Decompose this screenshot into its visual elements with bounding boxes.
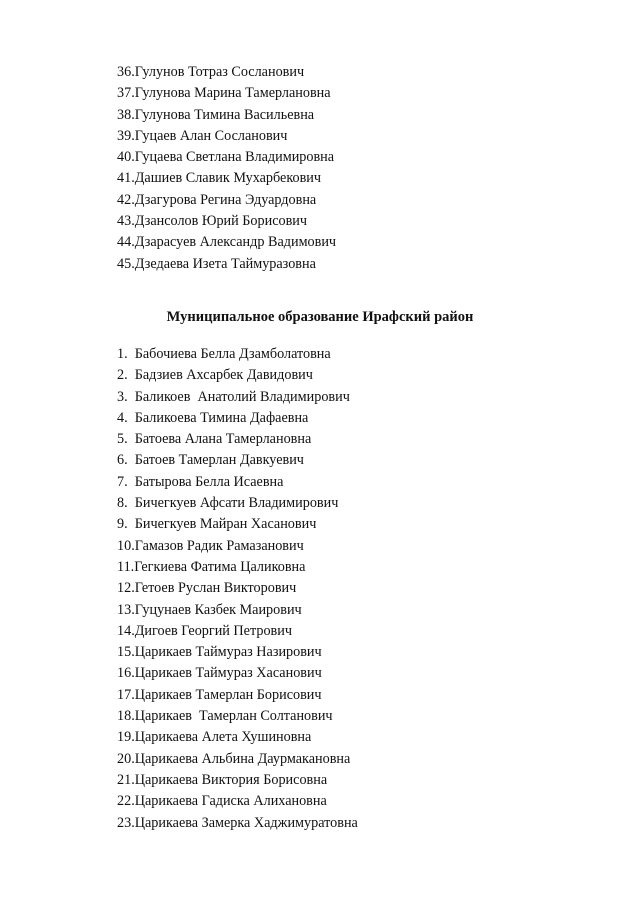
list-item: 1. Бабочиева Белла Дзамболатовна — [117, 346, 331, 362]
list-item: 18.Царикаев Тамерлан Солтанович — [117, 708, 333, 725]
names-list-irafsky-district — [117, 344, 358, 834]
list-item: 11.Гегкиева Фатима Цаликовна — [117, 558, 306, 575]
list-item: 21.Царикаева Виктория Борисовна — [117, 771, 328, 788]
list-item: 23.Царикаева Замерка Хаджимуратовна — [117, 814, 358, 831]
list-item: 44.Дзарасуев Александр Вадимович — [117, 234, 337, 251]
list-item: 13.Гуцунаев Казбек Маирович — [117, 601, 302, 618]
list-item: 2. Бадзиев Ахсарбек Давидович — [117, 367, 313, 384]
section-title: Муниципальное образование Ирафский район — [166, 309, 474, 325]
list-item: 40.Гуцаева Светлана Владимировна — [117, 149, 335, 166]
list-item: 7. Батырова Белла Исаевна — [117, 473, 284, 490]
list-item: 15.Царикаев Таймураз Назирович — [117, 644, 322, 661]
list-item: 16.Царикаев Таймураз Хасанович — [117, 665, 322, 682]
list-item: 42.Дзагурова Регина Эдуардовна — [117, 191, 317, 208]
names-list-continued — [117, 62, 336, 275]
list-item: 8. Бичегкуев Афсати Владимирович — [117, 495, 339, 512]
list-item: 39.Гуцаев Алан Сосланович — [117, 127, 288, 144]
list-item: 19.Царикаева Алета Хушиновна — [117, 729, 312, 746]
list-item: 41.Дашиев Славик Мухарбекович — [117, 170, 322, 187]
list-item: 37.Гулунова Марина Тамерлановна — [117, 85, 331, 102]
list-item: 5. Батоева Алана Тамерлановна — [117, 431, 312, 448]
list-item: 10.Гамазов Радик Рамазанович — [117, 537, 304, 554]
list-item: 3. Баликоев Анатолий Владимирович — [117, 388, 350, 405]
list-item: 14.Дигоев Георгий Петрович — [117, 622, 292, 639]
list-item: 38.Гулунова Тимина Васильевна — [117, 106, 315, 123]
list-item: 17.Царикаев Тамерлан Борисович — [117, 686, 322, 703]
list-item: 4. Баликоева Тимина Дафаевна — [117, 409, 309, 426]
list-item: 6. Батоев Тамерлан Давкуевич — [117, 452, 304, 469]
list-item: 12.Гетоев Руслан Викторович — [117, 580, 297, 597]
list-item: 20.Царикаева Альбина Даурмакановна — [117, 750, 351, 767]
list-item: 45.Дзедаева Изета Таймуразовна — [117, 255, 316, 272]
list-item: 36.Гулунов Тотраз Сосланович — [117, 64, 305, 80]
list-item: 22.Царикаева Гадиска Алихановна — [117, 793, 327, 810]
list-item: 9. Бичегкуев Майран Хасанович — [117, 516, 317, 533]
list-item: 43.Дзансолов Юрий Борисович — [117, 213, 308, 230]
